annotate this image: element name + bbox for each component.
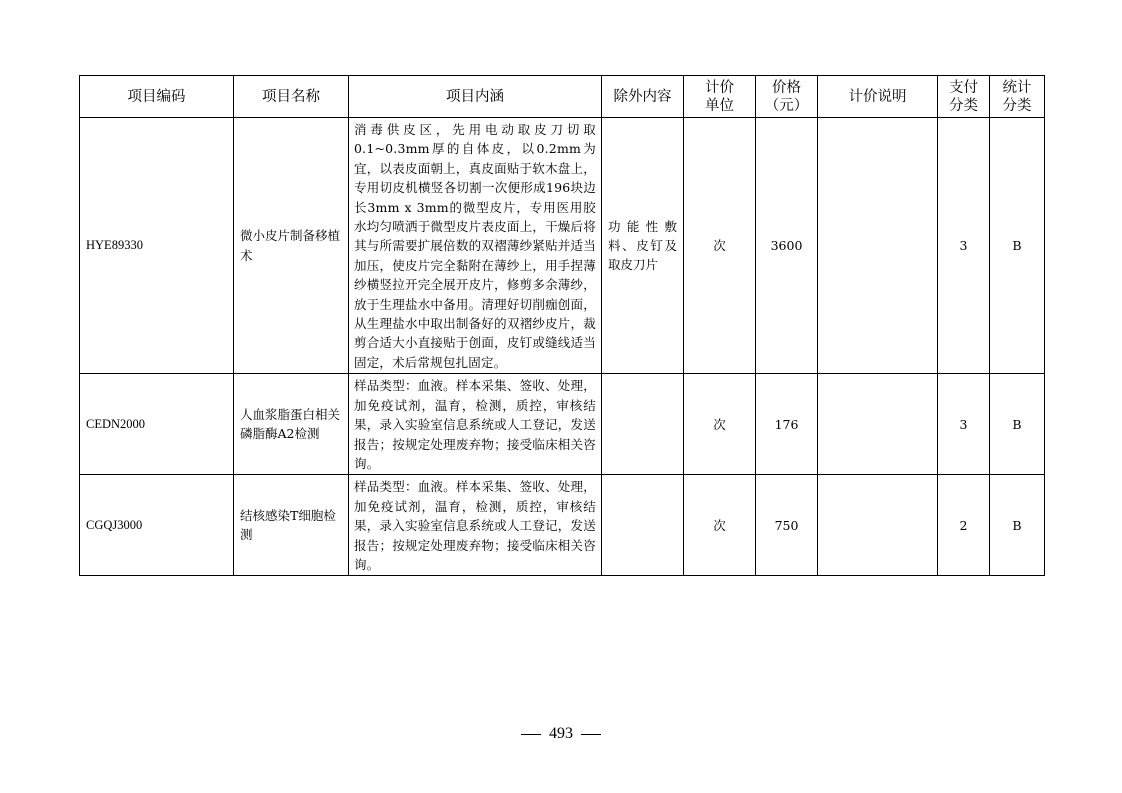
cell-unit: 次 xyxy=(684,374,756,475)
cell-name: 人血浆脂蛋白相关磷脂酶A2检测 xyxy=(234,374,349,475)
cell-content: 消毒供皮区，先用电动取皮刀切取0.1~0.3mm厚的自体皮，以0.2mm为宜，以表皮面朝上，真皮面贴于软木盘上，专用切皮机横竖各切割一次便形成196块边长3mm x 3mm的微型皮片，专用医用胶水均匀喷洒于微型皮片表皮面上，干燥后将其与所需要扩展倍数的双褶薄纱紧贴并适当加压，使皮片完全黏附在薄纱上，用手捏薄纱横竖拉开完全展开皮片，修剪多余薄纱，放于生理盐水中备用。清理好切削痂创面，从生理盐水中取出制备好的双褶纱皮片，裁剪合适大小直接贴于创面，皮钉或缝线适当固定，术后常规包扎固定。 xyxy=(349,118,602,374)
cell-unit: 次 xyxy=(684,118,756,374)
cell-price: 176 xyxy=(756,374,818,475)
cell-stat-category: B xyxy=(990,475,1045,576)
table-row xyxy=(80,118,1045,374)
cell-pricing-note xyxy=(818,475,938,576)
header-payment-category: 支付 分类 xyxy=(938,76,990,118)
page-number: 493 xyxy=(549,725,573,742)
header-price: 价格 （元） xyxy=(756,76,818,118)
cell-content: 样品类型：血液。样本采集、签收、处理，加免疫试剂，温育，检测，质控，审核结果，录入实验室信息系统或人工登记，发送报告；按规定处理废弃物；接受临床相关咨询。 xyxy=(349,374,602,475)
page-footer xyxy=(0,725,1122,743)
header-pricing-note: 计价说明 xyxy=(818,76,938,118)
cell-stat-category: B xyxy=(990,118,1045,374)
cell-name: 微小皮片制备移植术 xyxy=(234,118,349,374)
cell-name: 结核感染T细胞检测 xyxy=(234,475,349,576)
cell-payment-category: 3 xyxy=(938,374,990,475)
pricing-table xyxy=(79,75,1045,576)
cell-price: 3600 xyxy=(756,118,818,374)
cell-code: HYE89330 xyxy=(80,118,234,374)
cell-pricing-note xyxy=(818,374,938,475)
cell-stat-category: B xyxy=(990,374,1045,475)
cell-price: 750 xyxy=(756,475,818,576)
cell-payment-category: 3 xyxy=(938,118,990,374)
cell-payment-category: 2 xyxy=(938,475,990,576)
cell-code: CEDN2000 xyxy=(80,374,234,475)
cell-exclusions xyxy=(602,475,684,576)
cell-code: CGQJ3000 xyxy=(80,475,234,576)
table-row xyxy=(80,475,1045,576)
footer-dash-left xyxy=(521,734,541,735)
header-code: 项目编码 xyxy=(80,76,234,118)
cell-exclusions xyxy=(602,374,684,475)
header-name: 项目名称 xyxy=(234,76,349,118)
header-exclusions: 除外内容 xyxy=(602,76,684,118)
header-content: 项目内涵 xyxy=(349,76,602,118)
cell-pricing-note xyxy=(818,118,938,374)
header-unit: 计价 单位 xyxy=(684,76,756,118)
footer-dash-right xyxy=(581,734,601,735)
cell-unit: 次 xyxy=(684,475,756,576)
cell-exclusions: 功能性敷料、皮钉及取皮刀片 xyxy=(602,118,684,374)
table-row xyxy=(80,374,1045,475)
table-header-row xyxy=(80,76,1045,118)
cell-content: 样品类型：血液。样本采集、签收、处理，加免疫试剂，温育，检测，质控，审核结果，录入实验室信息系统或人工登记，发送报告；按规定处理废弃物；接受临床相关咨询。 xyxy=(349,475,602,576)
header-stat-category: 统计 分类 xyxy=(990,76,1045,118)
